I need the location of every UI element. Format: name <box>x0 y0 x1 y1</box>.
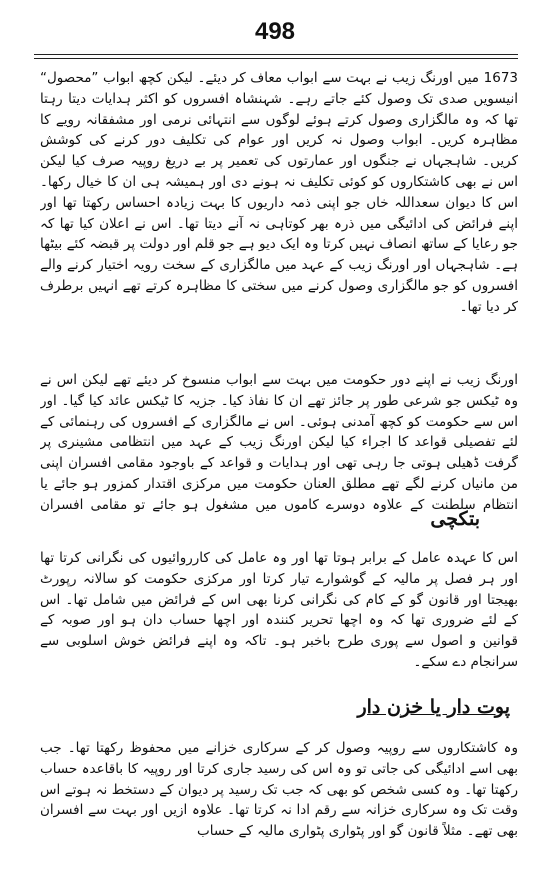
header-rule-top <box>34 54 518 55</box>
header-rule-bottom <box>34 58 518 59</box>
paragraph-potdar: وہ کاشتکاروں سے روپیہ وصول کر کے سرکاری خزانے میں محفوظ رکھتا تھا۔ جب بھی اسے ادائیگی کی جاتی تو وہ اس کی رسید جاری کرتا اور روپیہ کا باقاعدہ حساب رکھتا تھا۔ وہ کسی شخص کو بھی کہ جب تک رسید پر دیوان کے دستخط نہ ہوتے اس وقت تک وہ سرکاری خزانہ سے رقم ادا نہ کرتا تھا۔ علاوہ ازیں اور بہت سے افسران بھی تھے۔ مثلاً قانون گو اور پٹواری پٹواری مالیہ کے حساب <box>40 740 518 840</box>
paragraph-aurangzeb-taxes: اورنگ زیب نے اپنے دور حکومت میں بہت سے ابواب منسوخ کر دیئے تھے لیکن اس نے وہ ٹیکس جو شرعی طور پر جائز تھے ان کا نفاذ کیا۔ جزیہ کا ٹیکس عائد کیا گیا۔ اور اس سے حکومت کو کچھ آمدنی ہوئی۔ اس نے مالگزاری کے افسروں کی رہنمائی کے لئے تفصیلی قواعد کا اجراء کیا لیکن اورنگ زیب کے عہد میں انتظامی مشینری پر گرفت ڈھیلی ہوتی جا رہی تھی اور ہدایات و قواعد کے باوجود مقامی افسران اپنی من مانیاں کرنے لگے تھے مطلق العنان حکومت میں مرکزی اقتدار کمزور ہو جائے یا انتظام سلطنت کے علاوہ دوسرے کاموں میں مشغول ہو جائے تو مقامی افسران <box>40 372 518 513</box>
paragraph-abwab: 1673 میں اورنگ زیب نے بہت سے ابواب معاف کر دیئے۔ لیکن کچھ ابواب ”محصول“ انیسویں صدی تک وصول کئے جاتے رہے۔ شہنشاہ افسروں کو اکثر ہدایات دیتا رہتا تھا کہ وہ مالگزاری وصول کرتے ہوئے لوگوں سے انتہائی نرمی اور مشفقانہ رویے کا مظاہرہ کریں۔ ابواب وصول نہ کریں اور عوام کی تکلیف دور کرنے کی کوشش کریں۔ شاہجہاں نے جنگوں اور عمارتوں کی تعمیر پر بے دریغ روپیہ صرف کیا لیکن اس نے بھی کاشتکاروں کو کوئی تکلیف نہ ہونے دی اور ہمیشہ ہی ان کا خیال رکھا۔ اس کا دیوان سعداللہ خاں جو اپنی ذمہ داریوں کا بہت زیادہ احساس رکھتا تھا اور اپنے فرائض کی ادائیگی میں ذرہ بھر کوتاہی نہ آنے دیتا تھا۔ اس نے اعلان کیا تھا کہ جو رعایا کے ساتھ انصاف نہیں کرتا وہ ایک دیو ہے جو قلم اور دولت پر قبضہ کئے بیٹھا ہے۔ شاہجہاں اور اورنگ زیب کے عہد میں مالگزاری کے سخت رویہ اختیار کرنے والے افسروں کو جو مالگزاری وصول کرنے میں سختی کا مظاہرہ کرتے تھے انہیں برطرف کر دیا تھا۔ <box>40 70 518 315</box>
section-heading-potdar: پوت دار یا خزن دار <box>357 696 510 718</box>
paragraph-bitikchi: اس کا عہدہ عامل کے برابر ہوتا تھا اور وہ عامل کی کارروائیوں کی نگرانی کرتا تھا اور ہر فصل پر مالیہ کے گوشوارے تیار کرتا اور مرکزی حکومت کو سالانہ رپورٹ بھیجتا اور قانون گو کے کام کی نگرانی کرنا بھی اس کے فرائض میں شامل تھا۔ اس کے لئے ضروری تھا کہ وہ اچھا تحریر کنندہ اور اچھا حساب دان ہو اور صوبہ کے قوانین و اصول سے پوری طرح باخبر ہو۔ تاکہ وہ اپنے فرائض خوش اسلوبی سے سرانجام دے سکے۔ <box>40 550 518 670</box>
section-heading-bitikchi: بتکچی <box>430 508 480 530</box>
page-number: 498 <box>254 18 296 45</box>
